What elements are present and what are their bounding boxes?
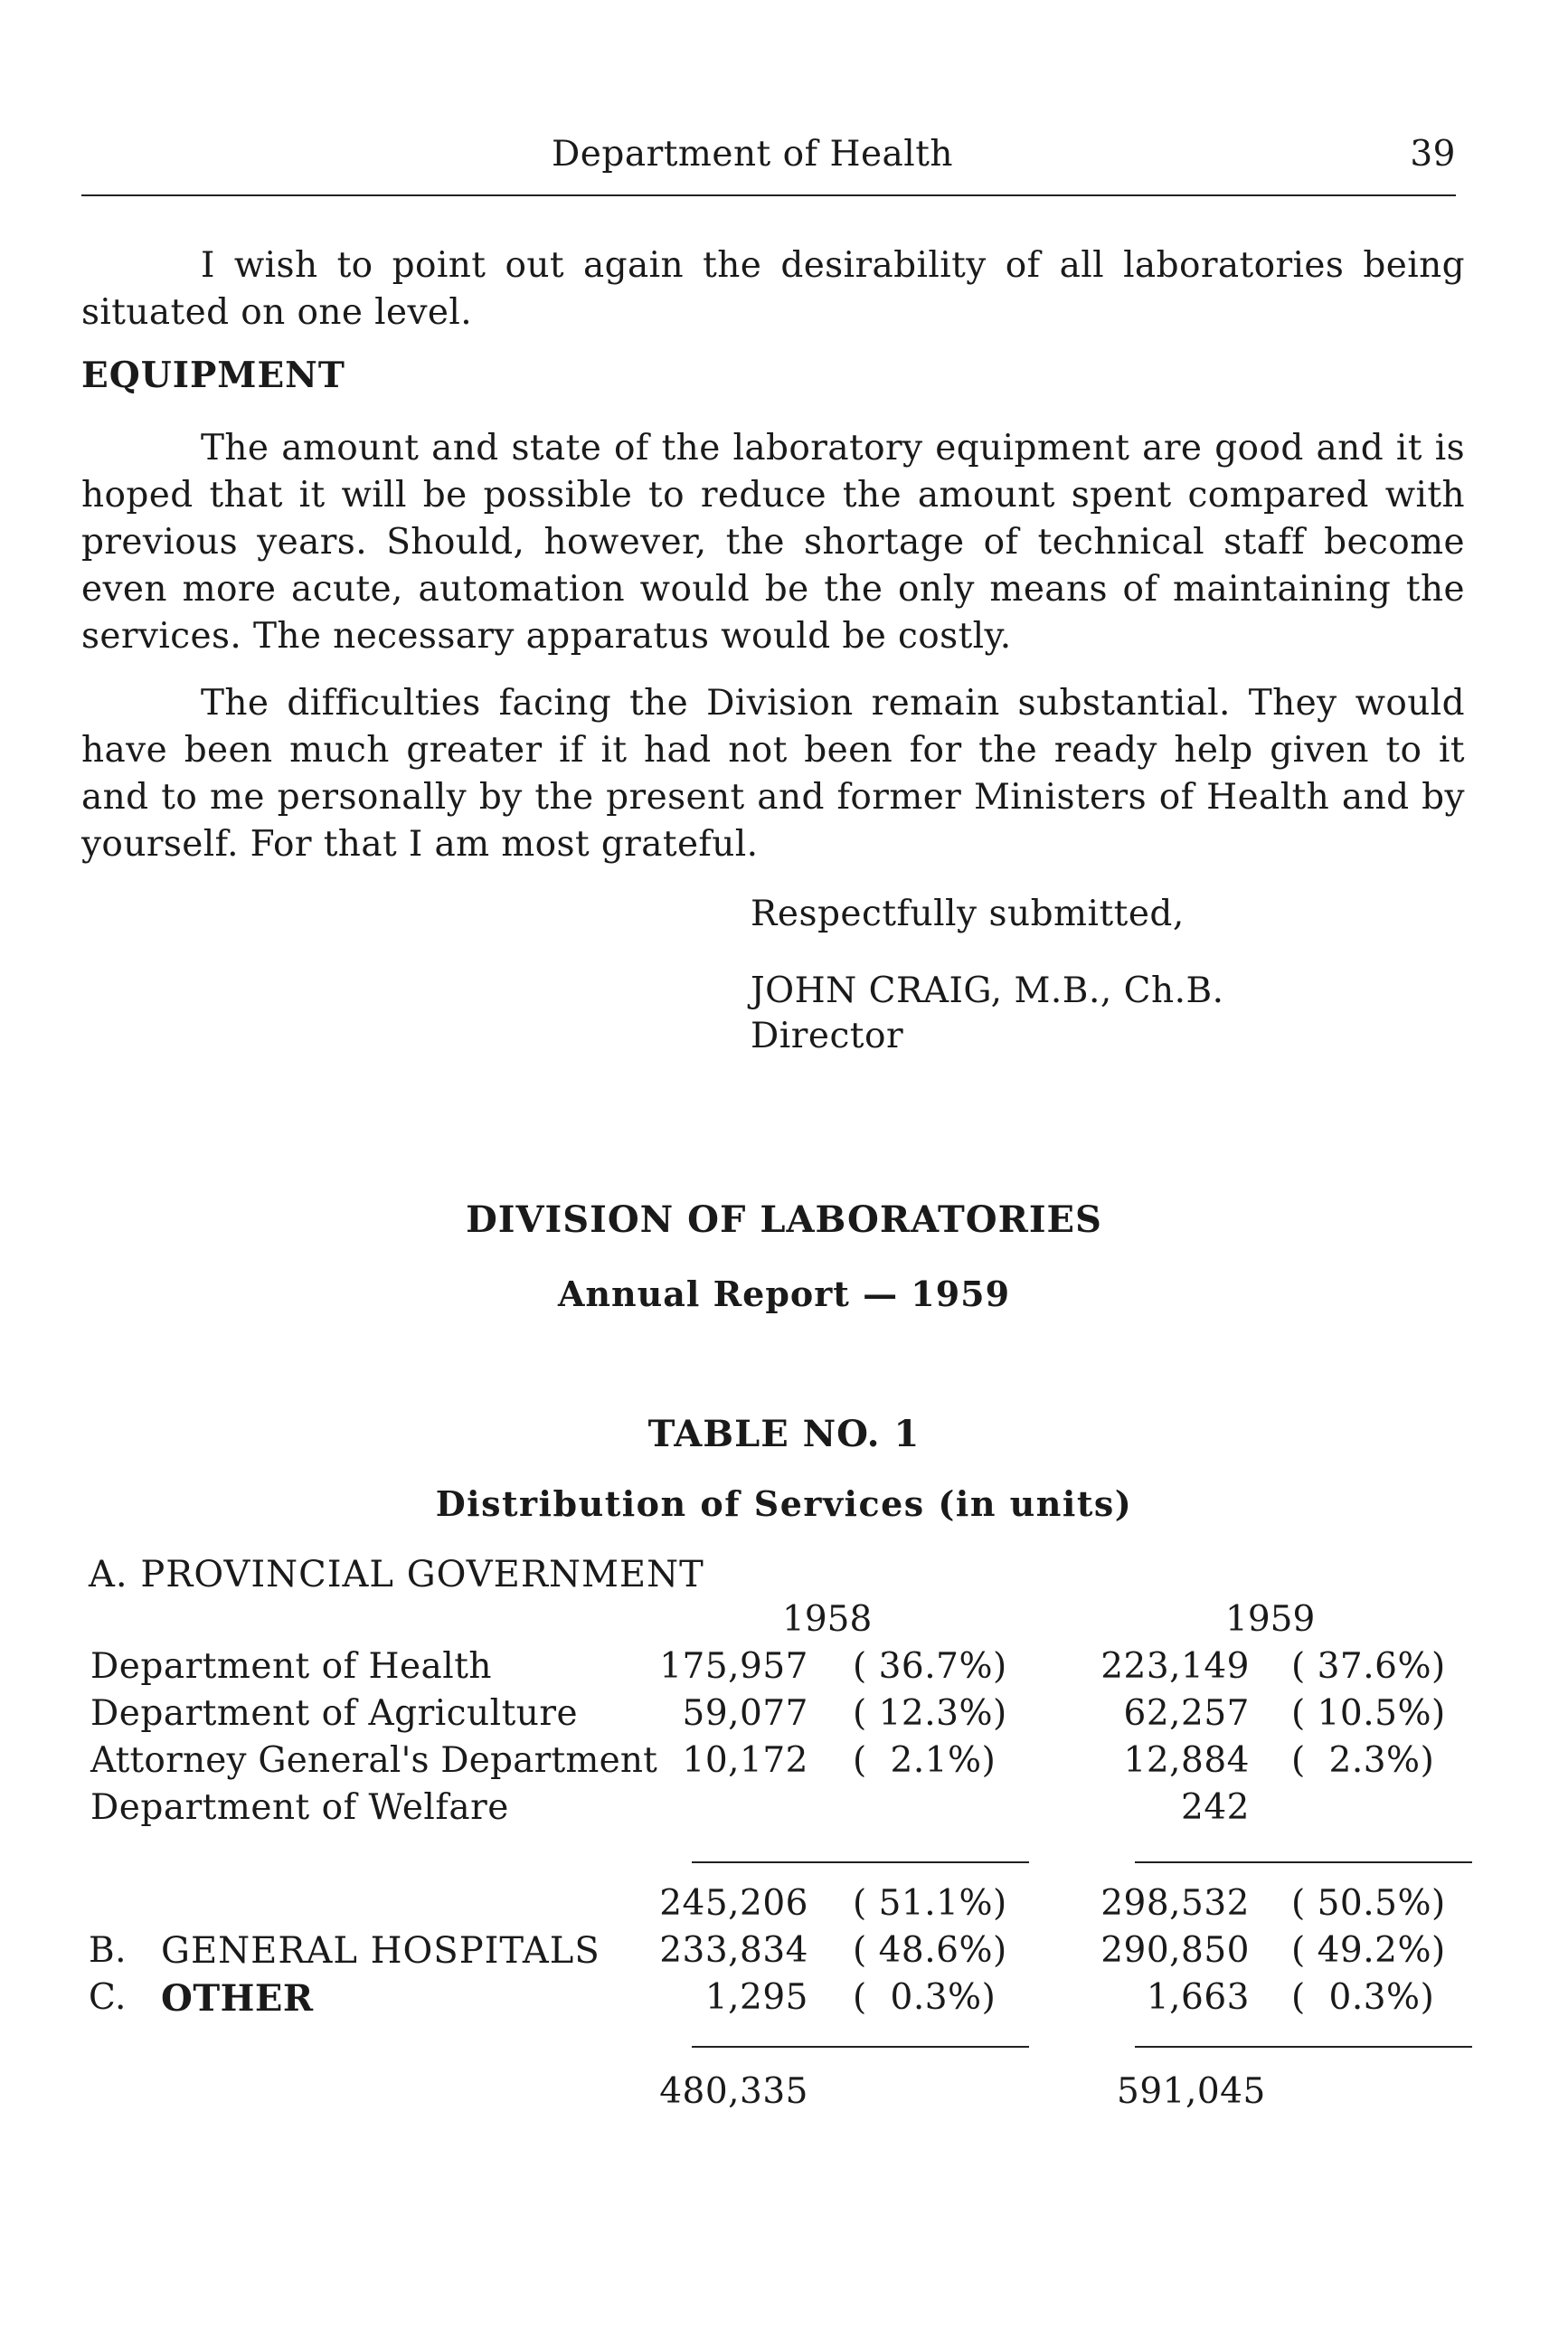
table-row xyxy=(0,1787,1568,1834)
percent-1959: ( 49.2%) xyxy=(1291,1930,1446,1971)
section-c-label: OTHER xyxy=(161,1977,314,2020)
percent-1958: ( 0.3%) xyxy=(853,1977,997,2018)
table-row xyxy=(0,1693,1568,1740)
value-1959: 1,663 xyxy=(1146,1977,1250,2018)
table-row xyxy=(0,1646,1568,1693)
section-b-letter: B. xyxy=(89,1930,128,1971)
value-1958: 1,295 xyxy=(704,1977,808,2018)
section-c-letter: C. xyxy=(89,1977,127,2018)
subtotal-1958: 245,206 xyxy=(659,1883,808,1924)
paragraph-equipment xyxy=(81,425,1465,660)
table-number: TABLE NO. 1 xyxy=(647,1413,921,1455)
year-1959-header: 1959 xyxy=(1225,1599,1316,1640)
percent-1958: ( 36.7%) xyxy=(853,1646,1007,1687)
percent-1958: ( 2.1%) xyxy=(853,1740,997,1781)
total-row xyxy=(0,2071,1568,2118)
value-1959: 223,149 xyxy=(1100,1646,1250,1687)
running-head xyxy=(81,134,1456,188)
value-1959: 62,257 xyxy=(1123,1693,1250,1734)
row-label: Department of Agriculture xyxy=(90,1693,579,1734)
percent-1958: ( 12.3%) xyxy=(853,1693,1007,1734)
paragraph-text: The difficulties facing the Division remain substantial. They would have been much greater if it had not been for the ready help given to it and to me personally by the present and former Ministers of Health and by yourself. For that I am most grateful. xyxy=(81,683,1465,865)
section-a-text: A. PROVINCIAL GOVERNMENT xyxy=(89,1554,704,1595)
report-subtitle: Annual Report — 1959 xyxy=(557,1273,1011,1314)
division-title: DIVISION OF LABORATORIES xyxy=(466,1198,1102,1241)
year-header-row xyxy=(0,1599,1568,1646)
subtotal-percent-1959: ( 50.5%) xyxy=(1291,1883,1446,1924)
subtotal-rule-1958 xyxy=(692,1861,1029,1863)
value-1958: 175,957 xyxy=(659,1646,808,1687)
percent-1959: ( 2.3%) xyxy=(1291,1740,1435,1781)
year-1958-header: 1958 xyxy=(782,1599,873,1640)
signature-name: JOHN CRAIG, M.B., Ch.B. xyxy=(751,970,1224,1011)
total-rule-1958 xyxy=(692,2046,1029,2048)
section-b-row xyxy=(0,1930,1568,1977)
section-c-row xyxy=(0,1977,1568,2024)
section-b-label: GENERAL HOSPITALS xyxy=(161,1930,600,1972)
signature-closing: Respectfully submitted, xyxy=(751,894,1185,934)
subtotal-percent-1958: ( 51.1%) xyxy=(853,1883,1007,1924)
total-1959: 591,045 xyxy=(1117,2071,1266,2112)
running-head-title: Department of Health xyxy=(552,134,954,175)
header-rule xyxy=(81,194,1456,196)
total-rule-1959 xyxy=(1135,2046,1472,2048)
value-1958: 233,834 xyxy=(659,1930,808,1971)
subtotal-row xyxy=(0,1883,1568,1930)
percent-1959: ( 37.6%) xyxy=(1291,1646,1446,1687)
table-row xyxy=(0,1740,1568,1787)
value-1958: 10,172 xyxy=(682,1740,808,1781)
value-1959: 290,850 xyxy=(1100,1930,1250,1971)
page-number: 39 xyxy=(1410,134,1456,175)
total-1958: 480,335 xyxy=(659,2071,808,2112)
signature-title: Director xyxy=(751,1016,904,1056)
value-1958: 59,077 xyxy=(682,1693,808,1734)
row-label: Department of Welfare xyxy=(90,1787,509,1828)
table-title: Distribution of Services (in units) xyxy=(435,1483,1133,1524)
paragraph-difficulties xyxy=(81,680,1465,868)
row-label: Department of Health xyxy=(90,1646,493,1687)
section-a-label xyxy=(89,1554,704,1595)
percent-1958: ( 48.6%) xyxy=(853,1930,1007,1971)
subtotal-1959: 298,532 xyxy=(1100,1883,1250,1924)
paragraph-text: The amount and state of the laboratory equipment are good and it is hoped that it will be possible to reduce the amount spent compared with previous years. Should, however, the shortage of technical staff become even more acute, automation would be the only means of maintaining the services. The necessary apparatus would be costly. xyxy=(81,428,1465,657)
percent-1959: ( 0.3%) xyxy=(1291,1977,1435,2018)
value-1959: 242 xyxy=(1181,1787,1250,1828)
section-heading-equipment: EQUIPMENT xyxy=(81,355,345,396)
value-1959: 12,884 xyxy=(1123,1740,1250,1781)
paragraph-level xyxy=(81,242,1465,336)
subtotal-rule-1959 xyxy=(1135,1861,1472,1863)
percent-1959: ( 10.5%) xyxy=(1291,1693,1446,1734)
paragraph-text: I wish to point out again the desirability of all laboratories being situated on one level. xyxy=(81,245,1465,333)
row-label: Attorney General's Department xyxy=(90,1740,658,1781)
